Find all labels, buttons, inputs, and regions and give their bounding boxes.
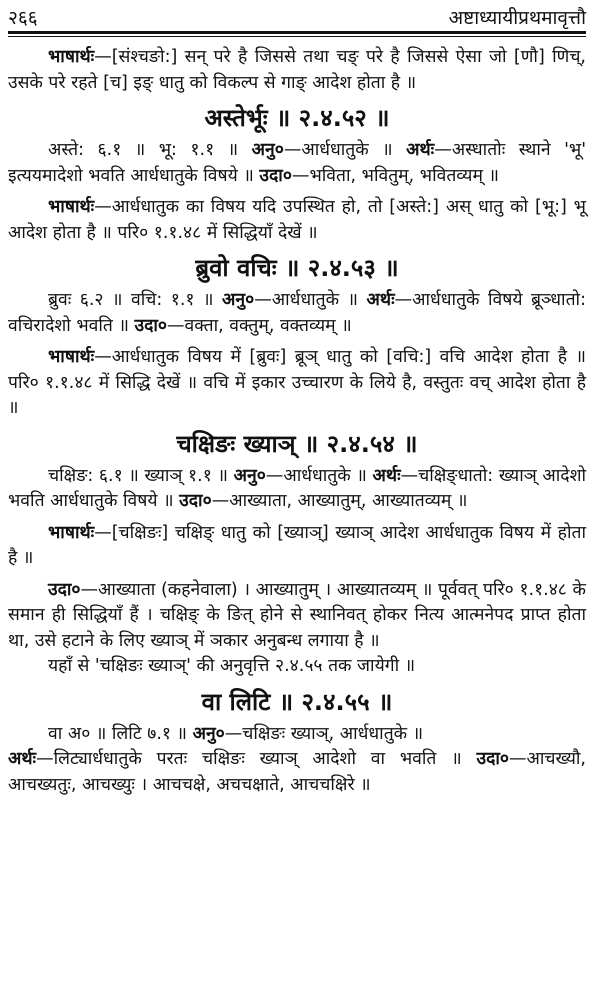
paragraph-text: —चक्षिङः ख्याञ्, आर्धधातुके ॥ xyxy=(224,723,424,744)
paragraph-text: ब्रुवः ६.२ ॥ वचि: १.१ ॥ xyxy=(48,290,223,310)
sutra-heading: वा लिटि ॥ २.४.५५ ॥ xyxy=(201,687,393,716)
field-label: अनु० xyxy=(233,465,266,486)
paragraph-text: —भविता, भवितुम्, भवितव्यम् ॥ xyxy=(291,165,499,186)
sutra-heading: चक्षिङः ख्याञ् ॥ २.४.५४ ॥ xyxy=(176,429,418,458)
text-paragraph xyxy=(8,138,586,189)
paragraph-text: —चक्षिङ्धातो: ख्याञ् आदेशो भवति आर्धधातुके विषये ॥ xyxy=(8,465,586,511)
paragraph-text: —अस्धातोः स्थाने 'भू' इत्ययमादेशो भवति आर्धधातुके विषये ॥ xyxy=(8,140,587,186)
header-rule-thick xyxy=(8,31,586,34)
field-label: उदा० xyxy=(48,579,81,600)
paragraph-text: —[चक्षिङः] चक्षिङ् धातु को [ख्याञ्] ख्याञ् आदेश आर्धधातुक विषय में होता है ॥ xyxy=(8,522,586,568)
paragraph-text: अस्ते: ६.१ ॥ भू: १.१ ॥ xyxy=(48,140,252,160)
paragraph-text: वा अ० ॥ लिटि ७.१ ॥ xyxy=(48,723,193,744)
field-label: अनु० xyxy=(251,140,284,160)
text-paragraph xyxy=(8,45,586,96)
field-label: अनु० xyxy=(222,290,255,310)
text-paragraph xyxy=(8,654,586,680)
paragraph-text: —आर्धधातुके विषये ब्रूञ्धातो: वचिरादेशो भवति ॥ xyxy=(8,290,586,336)
field-label: अर्थः xyxy=(8,749,37,769)
paragraph-text: —आर्धधातुके ॥ xyxy=(265,465,373,486)
field-label: उदा० xyxy=(259,165,292,186)
field-label: उदा० xyxy=(476,749,510,769)
field-label: अर्थः xyxy=(366,290,395,310)
text-paragraph xyxy=(8,722,586,748)
paragraph-text: —लिट्यार्धधातुके परतः चक्षिङः ख्याञ् आदेशो वा भवति ॥ xyxy=(36,749,477,769)
field-label: अर्थः xyxy=(372,465,401,486)
field-label: भाषार्थः xyxy=(48,347,95,367)
paragraph-text: —आख्याता (कहनेवाला) । आख्यातुम् । आख्यातव्यम् ॥ पूर्ववत् परि० १.१.४८ के समान ही सिद्धियाँ हैं । चक्षिङ् के ङित् होने से स्थानिवत् होकर नित्य आत्मनेपद प्राप्त होता था, उसे हटाने के लिए ख्याञ् में ञकार अनुबन्ध लगाया है ॥ xyxy=(8,579,586,651)
field-label: उदा० xyxy=(179,491,212,511)
paragraph-text: —आर्धधातुके ॥ xyxy=(254,290,367,310)
sutra-heading: अस्तेर्भूः ॥ २.४.५२ ॥ xyxy=(204,104,390,132)
page-header xyxy=(8,0,586,30)
text-paragraph xyxy=(8,345,586,422)
paragraph-text: —आर्धधातुक का विषय यदि उपस्थित हो, तो [अस्ते:] अस् धातु को [भू:] भू आदेश होता है ॥ परि० १.१.४८ में सिद्धियाँ देखें ॥ xyxy=(8,197,586,243)
field-label: भाषार्थः xyxy=(48,47,95,67)
text-paragraph xyxy=(8,195,586,246)
paragraph-text: यहाँ से 'चक्षिङः ख्याञ्' की अनुवृत्ति २.४.५५ तक जायेगी ॥ xyxy=(48,656,416,676)
text-paragraph xyxy=(8,521,586,572)
paragraph-text: चक्षिङ: ६.१ ॥ ख्याञ् १.१ ॥ xyxy=(48,465,234,486)
page-body xyxy=(8,37,586,798)
paragraph-text: —आर्धधातुके ॥ xyxy=(283,140,407,160)
text-paragraph xyxy=(8,747,586,798)
text-paragraph xyxy=(8,464,586,515)
paragraph-text: —आख्याता, आख्यातुम्, आख्यातव्यम् ॥ xyxy=(211,491,468,511)
paragraph-text: —आचख्यौ, आचख्यतुः, आचख्युः । आचचक्षे, अचचक्षाते, आचचक्षिरे ॥ xyxy=(8,749,586,795)
field-label: उदा० xyxy=(134,315,168,336)
field-label: अर्थः xyxy=(406,140,435,160)
text-paragraph xyxy=(8,578,586,655)
paragraph-text: —[संश्चङो:] सन् परे है जिससे तथा चङ् परे है जिससे ऐसा जो [णौ] णिच्, उसके परे रहते [च] इङ् धातु को विकल्प से गाङ् आदेश होता है ॥ xyxy=(8,47,586,93)
page-number: २६६ xyxy=(8,7,38,29)
running-title: अष्टाध्यायीप्रथमावृत्तौ xyxy=(448,7,586,29)
sutra-heading: ब्रुवो वचिः ॥ २.४.५३ ॥ xyxy=(195,254,399,282)
field-label: अनु० xyxy=(192,723,225,744)
paragraph-text: —वक्ता, वक्तुम्, वक्तव्यम् ॥ xyxy=(167,315,352,336)
text-paragraph xyxy=(8,288,586,339)
field-label: भाषार्थः xyxy=(48,197,95,217)
field-label: भाषार्थः xyxy=(48,522,95,543)
paragraph-text: —आर्धधातुक विषय में [ब्रुवः] ब्रूञ् धातु को [वचि:] वचि आदेश होता है ॥ परि० १.१.४८ में सिद्धि देखें ॥ वचि में इकार उच्चारण के लिये है, वस्तुतः वच् आदेश होता है ॥ xyxy=(8,347,586,418)
